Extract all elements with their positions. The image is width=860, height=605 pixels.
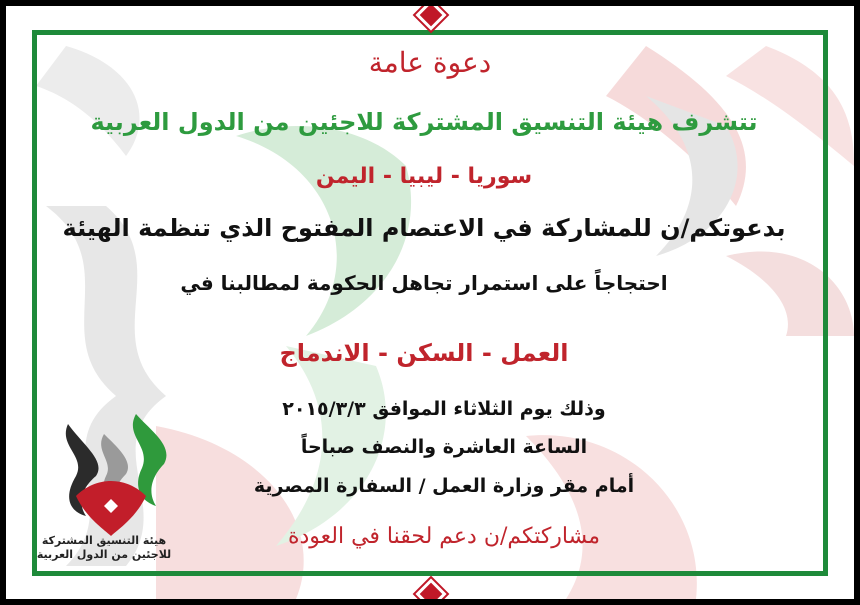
host-line: تتشرف هيئة التنسيق المشتركة للاجئين من الدول العربية	[90, 108, 758, 136]
demands-line: العمل - السكن - الاندماج	[279, 339, 569, 367]
poster-card	[6, 6, 854, 599]
logo-caption-line1: هيئة التنسيق المشتركة	[41, 534, 167, 547]
logo-caption-line2: للاجئين من الدول العربية	[36, 548, 172, 561]
time-line: الساعة العاشرة والنصف صباحاً	[300, 436, 588, 458]
invitation-title: دعوة عامة	[368, 46, 492, 79]
logo-caption	[34, 534, 174, 562]
slogan-line: مشاركتكم/ن دعم لحقنا في العودة	[287, 524, 601, 549]
date-line: وذلك يوم الثلاثاء الموافق ٢٠١٥/٣/٣	[282, 398, 606, 420]
place-line: أمام مقر وزارة العمل / السفارة المصرية	[253, 475, 635, 497]
protest-line: احتجاجاً على استمرار تجاهل الحكومة لمطالبنا في	[180, 271, 668, 295]
countries-line: سوريا - ليبيا - اليمن	[315, 164, 533, 189]
invite-line: بدعوتكم/ن للمشاركة في الاعتصام المفتوح الذي تنظمة الهيئة	[62, 214, 786, 242]
